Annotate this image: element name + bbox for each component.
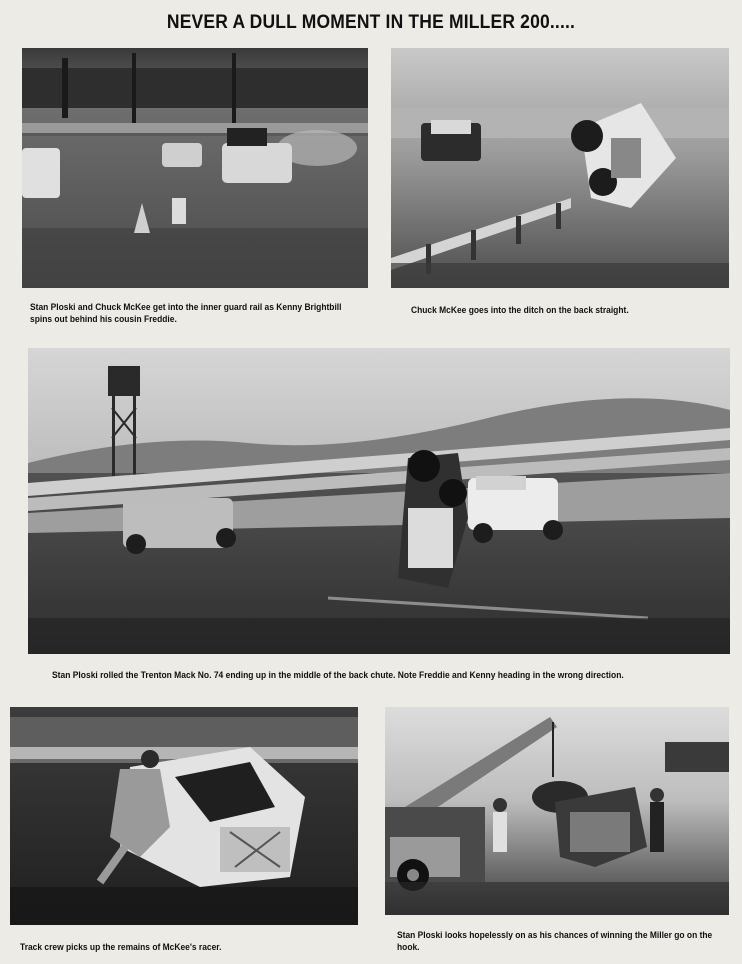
photo-trenton-mack-rollover	[28, 348, 730, 654]
caption-photo-3: Stan Ploski rolled the Trenton Mack No. 74 ending up in the middle of the back chute. Note Freddie and Kenny heading in the wrong direction.	[52, 670, 624, 681]
photo-on-the-hook	[385, 707, 729, 915]
caption-photo-4: Track crew picks up the remains of McKee's racer.	[20, 942, 222, 953]
photo-inner-guardrail-crash	[22, 48, 368, 288]
photo-track-crew	[10, 707, 358, 925]
page-title: NEVER A DULL MOMENT IN THE MILLER 200.....	[166, 12, 576, 33]
caption-photo-2: Chuck McKee goes into the ditch on the back straight.	[411, 305, 629, 316]
caption-photo-5: Stan Ploski looks hopelessly on as his chances of winning the Miller go on the hook.	[397, 930, 713, 953]
caption-photo-1: Stan Ploski and Chuck McKee get into the inner guard rail as Kenny Brightbill spins out behind his cousin Freddie.	[30, 302, 342, 325]
photo-ditch-back-straight	[391, 48, 729, 288]
